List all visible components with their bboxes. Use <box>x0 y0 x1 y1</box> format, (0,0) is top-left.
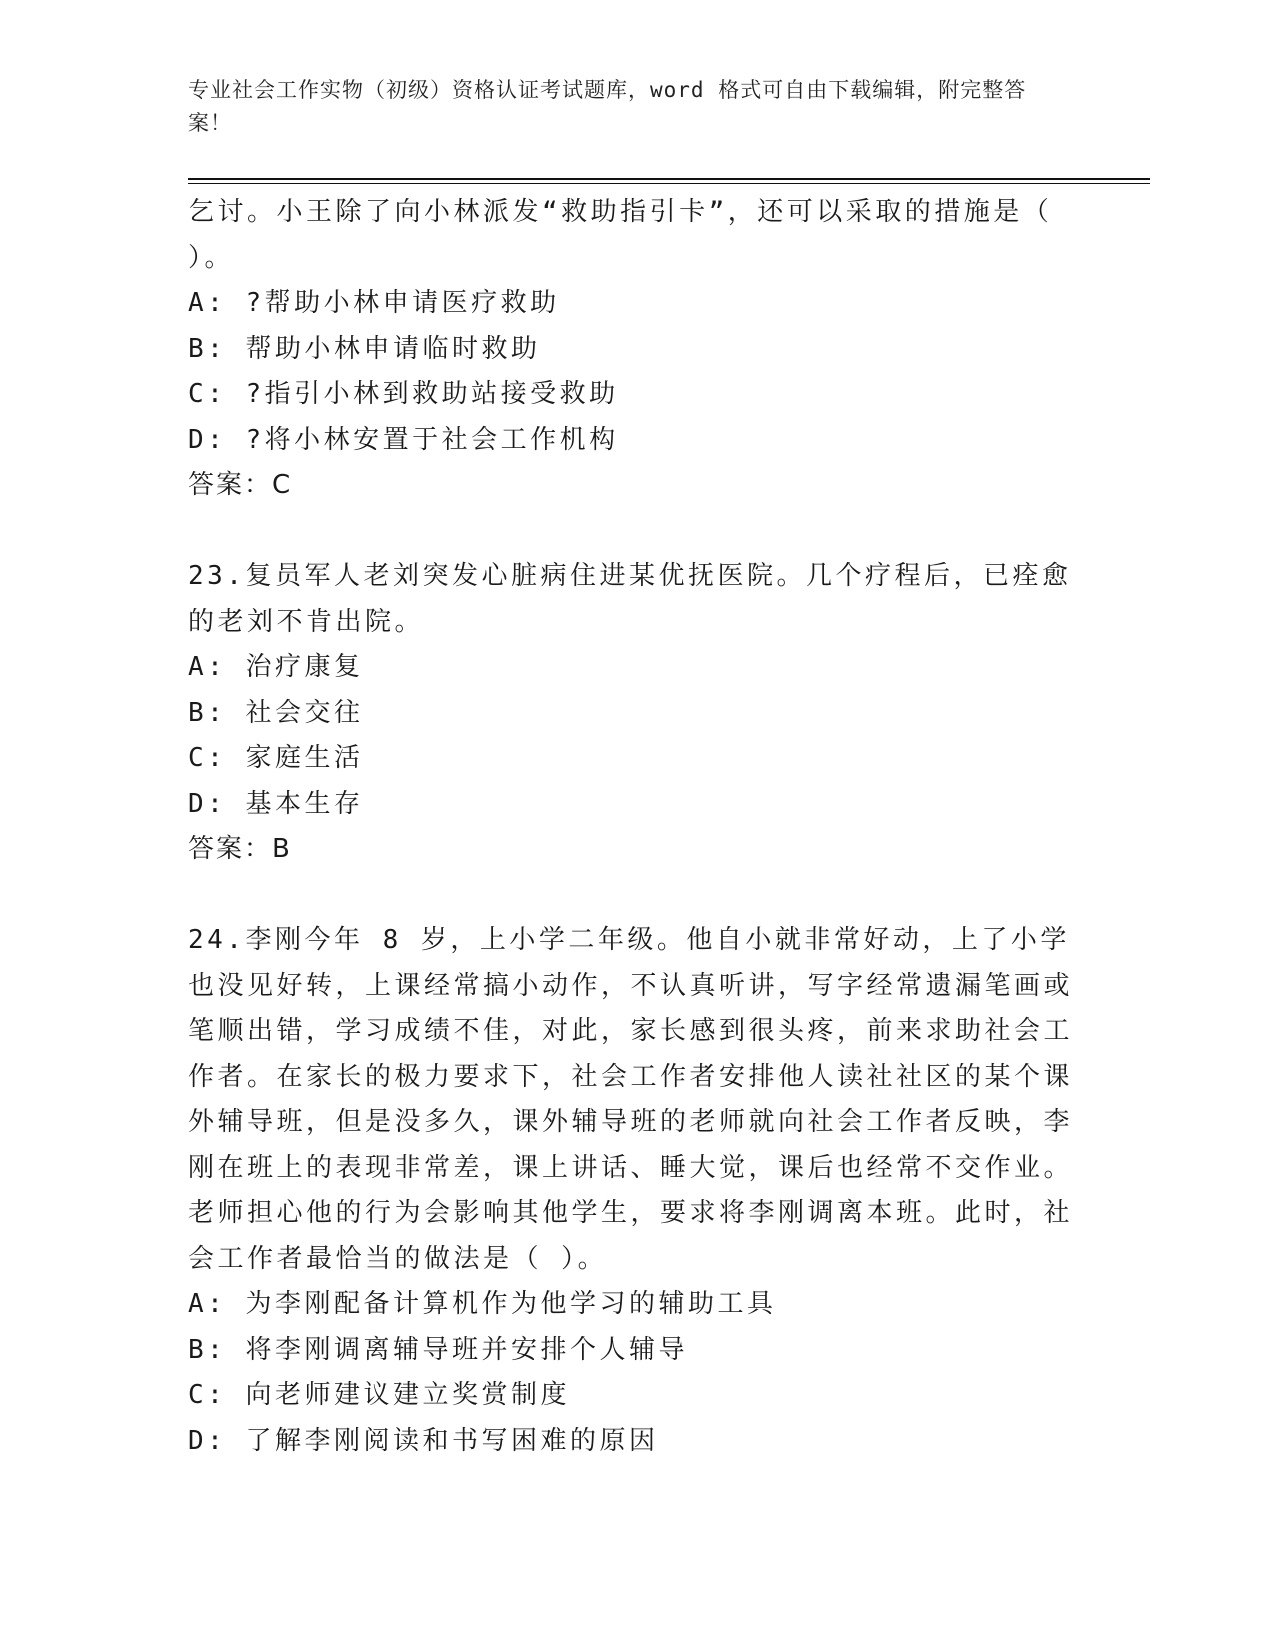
spacer <box>188 873 1078 919</box>
question-stem: 乞讨。小王除了向小林派发“救助指引卡”，还可以采取的措施是（ ）。 <box>188 197 1053 273</box>
option-b: B: 将李刚调离辅导班并安排个人辅导 <box>188 1334 688 1365</box>
answer-line: 答案：B <box>188 834 292 864</box>
question-content <box>188 190 1078 1464</box>
option-a: A: 治疗康复 <box>188 652 364 682</box>
header-rule-thick <box>188 178 1150 180</box>
page-header: 专业社会工作实物（初级）资格认证考试题库，word 格式可自由下载编辑，附完整答案！ <box>188 78 1027 135</box>
question-block <box>188 554 1078 873</box>
spacer <box>188 509 1078 555</box>
option-c: C: 向老师建议建立奖赏制度 <box>188 1380 570 1410</box>
question-stem: 24.李刚今年 8 岁，上小学二年级。他自小就非常好动，上了小学也没见好转，上课经常搞小动作，不认真听讲，写字经常遗漏笔画或笔顺出错，学习成绩不佳，对此，家长感到很头疼，前来求助社会工作者。在家长的极力要求下，社会工作者安排他人读社社区的某个课外辅导班，但是没多久，课外辅导班的老师就向社会工作者反映，李刚在班上的表现非常差，课上讲话、睡大觉，课后也经常不交作业。老师担心他的行为会影响其他学生，要求将李刚调离本班。此时，社会工作者最恰当的做法是（ ）。 <box>188 925 1074 1274</box>
question-block <box>188 918 1078 1464</box>
option-a: A: 为李刚配备计算机作为他学习的辅助工具 <box>188 1289 777 1319</box>
option-a: A: ?帮助小林申请医疗救助 <box>188 288 560 318</box>
option-b: B: 社会交往 <box>188 697 364 728</box>
option-d: D: ?将小林安置于社会工作机构 <box>188 424 619 455</box>
question-stem: 23.复员军人老刘突发心脏病住进某优抚医院。几个疗程后，已痊愈的老刘不肯出院。 <box>188 561 1072 637</box>
option-b: B: 帮助小林申请临时救助 <box>188 333 541 364</box>
option-d: D: 了解李刚阅读和书写困难的原因 <box>188 1425 659 1456</box>
question-block <box>188 190 1078 509</box>
option-c: C: ?指引小林到救助站接受救助 <box>188 379 619 409</box>
option-d: D: 基本生存 <box>188 788 364 819</box>
answer-line: 答案：C <box>188 470 293 500</box>
option-c: C: 家庭生活 <box>188 743 364 773</box>
header-rule-thin <box>188 183 1150 184</box>
